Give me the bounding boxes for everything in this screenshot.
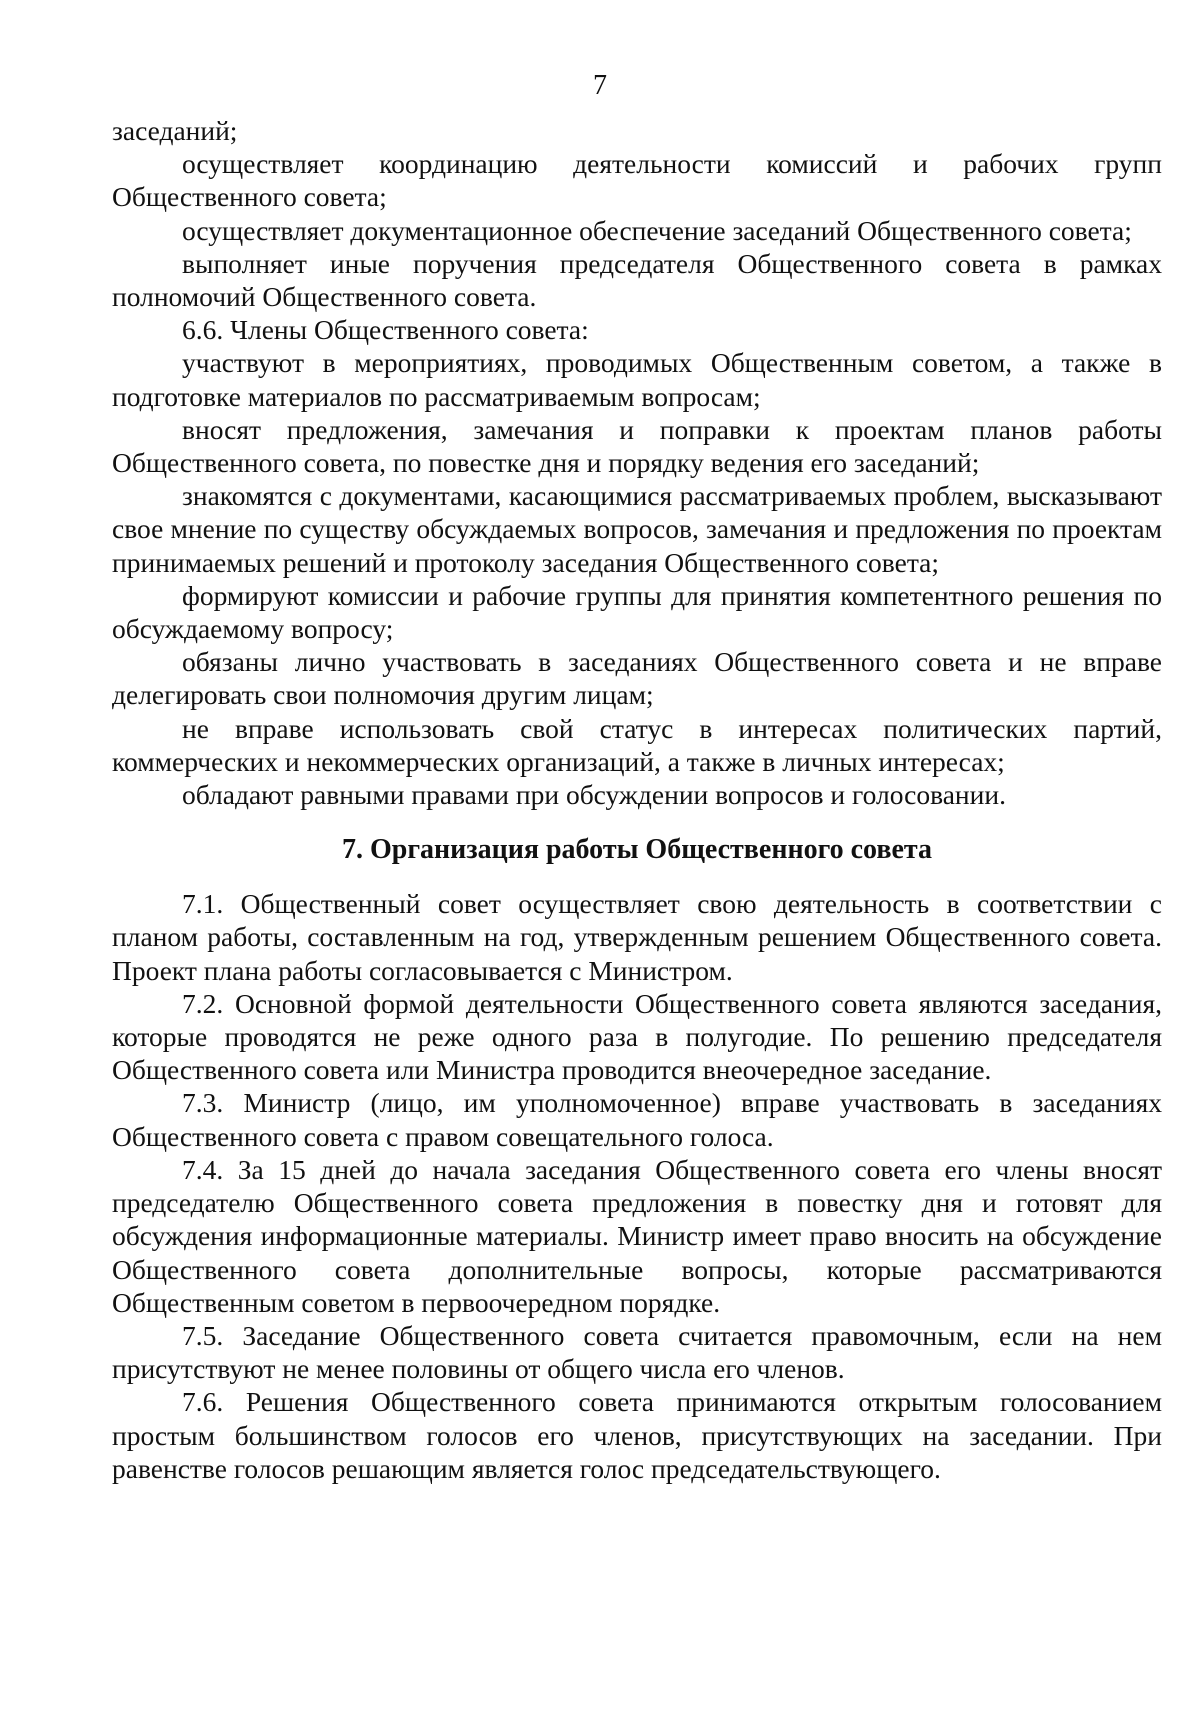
paragraph: формируют комиссии и рабочие группы для принятия компетентного решения по обсуждаемому вопросу; xyxy=(112,579,1162,645)
paragraph: участвуют в мероприятиях, проводимых Общественным советом, а также в подготовке материалов по рассматриваемым вопросам; xyxy=(112,347,1162,412)
paragraph: 7.3. Министр (лицо, им уполномоченное) вправе участвовать в заседаниях Общественного совета с правом совещательного голоса. xyxy=(112,1087,1162,1152)
paragraph: не вправе использовать свой статус в интересах политических партий, коммерческих и некоммерческих организаций, а также в личных интересах; xyxy=(112,712,1162,777)
paragraph: знакомятся с документами, касающимися рассматриваемых проблем, высказывают свое мнение по существу обсуждаемых вопросов, замечания и предложения по проектам принимаемых решений и протоколу заседания Общественного совета; xyxy=(112,480,1162,578)
paragraph: обладают равными правами при обсуждении вопросов и голосовании. xyxy=(182,779,1006,811)
document-body xyxy=(112,114,1162,1485)
paragraph: 7.6. Решения Общественного совета принимаются открытым голосованием простым большинством голосов его членов, присутствующих на заседании. При равенстве голосов решающим является голос председательствующего. xyxy=(112,1386,1162,1484)
section-heading: 7. Организация работы Общественного совета xyxy=(341,834,933,866)
paragraph: 6.6. Члены Общественного совета: xyxy=(182,314,589,346)
paragraph: 7.1. Общественный совет осуществляет свою деятельность в соответствии с планом работы, составленным на год, утвержденным решением Общественного совета. Проект плана работы согласовывается с Министром. xyxy=(112,888,1162,986)
paragraph: 7.4. За 15 дней до начала заседания Общественного совета его члены вносят председателю Общественного совета предложения в повестку дня и готовят для обсуждения информационные материалы. Министр имеет право вносить на обсуждение Общественного совета дополнительные вопросы, которые рассматриваются Общественным советом в первоочередном порядке. xyxy=(112,1153,1162,1318)
paragraph: 7.2. Основной формой деятельности Общественного совета являются заседания, которые проводятся не реже одного раза в полугодие. По решению председателя Общественного совета или Министра проводится внеочередное заседание. xyxy=(112,987,1162,1086)
paragraph: выполняет иные поручения председателя Общественного совета в рамках полномочий Общественного совета. xyxy=(112,247,1162,313)
paragraph: осуществляет документационное обеспечение заседаний Общественного совета; xyxy=(182,214,1132,246)
paragraph: 7.5. Заседание Общественного совета считается правомочным, если на нем присутствуют не менее половины от общего числа его членов. xyxy=(112,1319,1162,1385)
paragraph: вносят предложения, замечания и поправки к проектам планов работы Общественного совета, по повестке дня и порядку ведения его заседаний; xyxy=(112,413,1162,479)
paragraph: обязаны лично участвовать в заседаниях Общественного совета и не вправе делегировать свои полномочия другим лицам; xyxy=(112,646,1162,711)
paragraph: заседаний; xyxy=(112,115,238,146)
paragraph: осуществляет координацию деятельности комиссий и рабочих групп Общественного совета; xyxy=(112,148,1162,213)
page-number: 7 xyxy=(593,70,607,101)
